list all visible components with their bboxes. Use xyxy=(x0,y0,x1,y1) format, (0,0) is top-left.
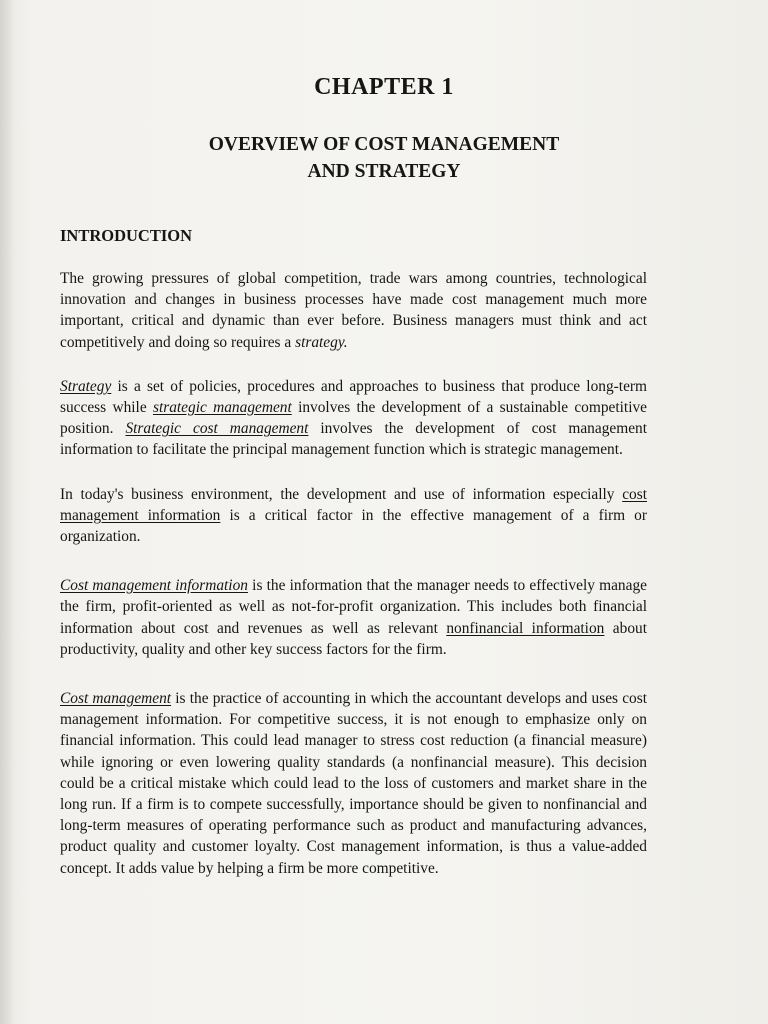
paragraph-4-text-1: is the information that the manager needs to effectively manage the firm, profit-oriented as well as not-for-profit organization. This includes both financial information about cost and revenues as well as relevant xyxy=(60,577,647,637)
paragraph-1 xyxy=(60,268,647,353)
paragraph-2-text-2: involves the development of a sustainable competitive position. xyxy=(60,399,648,438)
chapter-title-line-1: OVERVIEW OF COST MANAGEMENT xyxy=(208,134,560,155)
term-strategic-cost-management: Strategic cost management xyxy=(125,420,309,438)
paragraph-2 xyxy=(60,376,647,461)
paragraph-4-text-2: about productivity, quality and other key success factors for the firm. xyxy=(60,619,648,658)
term-cost-management-information-def: Cost management information xyxy=(60,577,248,595)
term-strategic-management: strategic management xyxy=(152,399,292,417)
body-text xyxy=(60,268,647,902)
section-heading: INTRODUCTION xyxy=(60,226,193,245)
paragraph-5 xyxy=(60,688,647,879)
paragraph-3-text-1: In today's business environment, the development and use of information especially xyxy=(60,485,623,503)
paragraph-1-term: strategy. xyxy=(295,333,348,351)
term-cost-management-information: cost management information xyxy=(60,485,647,524)
paragraph-4 xyxy=(60,575,647,660)
paragraph-3-text-2: is a critical factor in the effective management of a firm or organization. xyxy=(60,506,647,546)
term-cost-management: Cost management xyxy=(60,690,172,708)
paragraph-5-text-1: is the practice of accounting in which the accountant develops and uses cost management information. For competitive success, it is not enough to emphasize only on financial information. This could lead manager to stress cost reduction (a financial measure) while ignoring or even lowering quality standards (a nonfinancial measure). This decision could be a critical mistake which could lead to the loss of customers and market share in the long run. If a firm is to compete successfully, importance should be given to nonfinancial and long-term measures of operating performance such as product and manufacturing advances, product quality and customer loyalty. Cost management information, is thus a value-added concept. It adds value by helping a firm be more competitive. xyxy=(60,690,648,877)
chapter-label: CHAPTER 1 xyxy=(314,74,454,100)
paragraph-2-text-3: involves the development of cost management information to facilitate the principal management function which is strategic management. xyxy=(60,420,647,459)
paragraph-3 xyxy=(60,484,647,548)
term-nonfinancial-information: nonfinancial information xyxy=(446,619,605,637)
paragraph-1-text: The growing pressures of global competition, trade wars among countries, technological innovation and changes in business processes have made cost management much more important, critical and dynamic than ever before. Business managers must think and act competitively and doing so requires a xyxy=(60,270,647,351)
chapter-title xyxy=(0,131,768,185)
paragraph-2-text-1: is a set of policies, procedures and approaches to business that produce long-term success while xyxy=(60,377,647,417)
chapter-title-line-2: AND STRATEGY xyxy=(307,161,461,182)
term-strategy: Strategy xyxy=(60,377,112,395)
